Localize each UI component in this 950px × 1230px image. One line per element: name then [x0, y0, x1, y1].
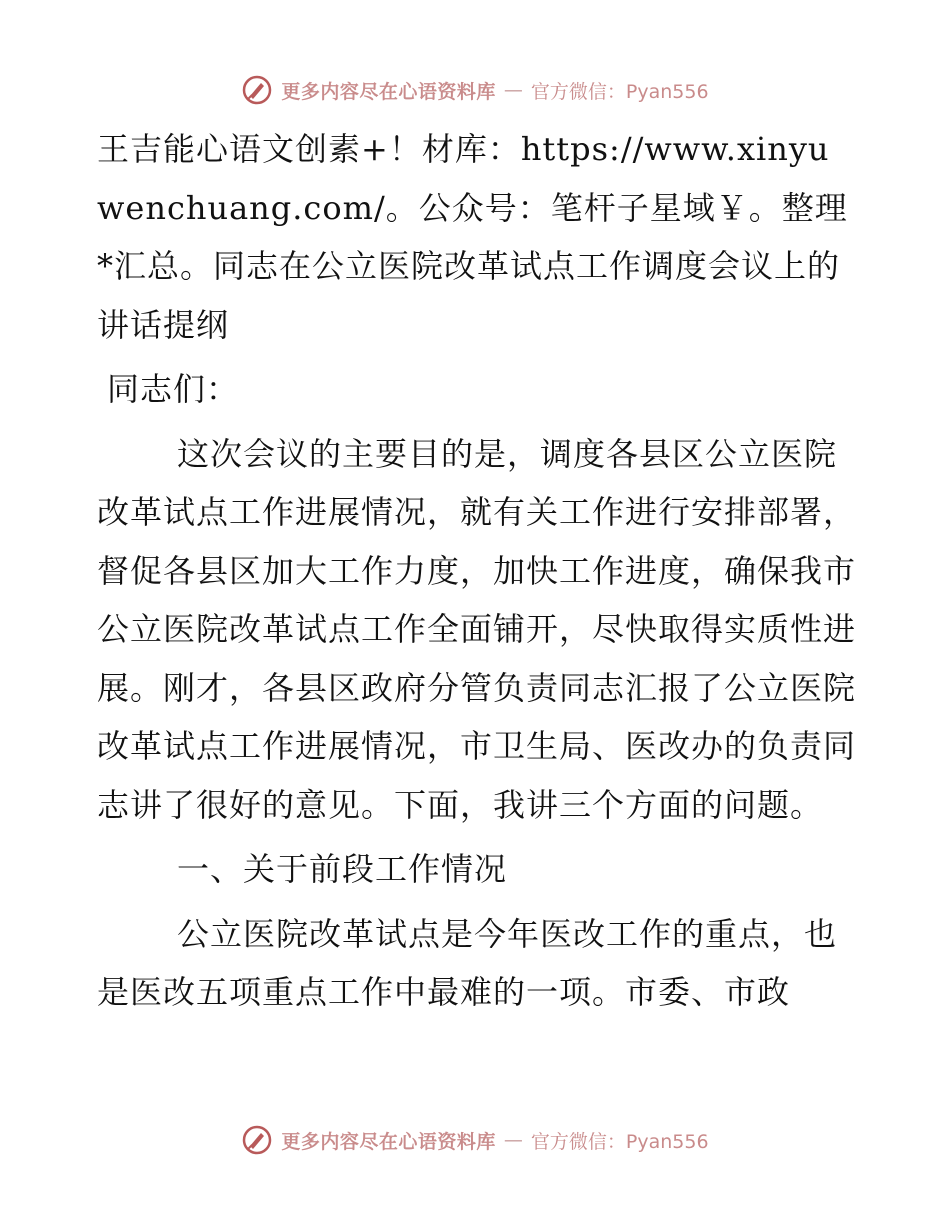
- footer-watermark: [0, 1120, 950, 1160]
- document-body: [97, 120, 857, 1022]
- logo-icon: [241, 74, 273, 106]
- document-title: 王吉能心语文创素+！材库：https://www.xinyuwenchuang.com/。公众号：笔杆子星域￥。整理*汇总。同志在公立医院改革试点工作调度会议上的讲话提纲: [97, 130, 848, 344]
- section-heading: 一、关于前段工作情况: [177, 850, 508, 888]
- paragraph: 公立医院改革试点是今年医改工作的重点，也是医改五项重点工作中最难的一项。市委、市政: [97, 914, 838, 1011]
- watermark-separator: —: [503, 1129, 523, 1151]
- watermark-text: 更多内容尽在心语资料库: [281, 1130, 496, 1153]
- greeting: 同志们：: [107, 370, 240, 408]
- header-watermark: [0, 70, 950, 110]
- watermark-wechat: 官方微信：Pyan556: [530, 80, 709, 103]
- watermark-text: 更多内容尽在心语资料库: [281, 80, 496, 103]
- watermark-wechat: 官方微信：Pyan556: [530, 1130, 709, 1153]
- watermark-separator: —: [503, 79, 523, 101]
- paragraph: 这次会议的主要目的是，调度各县区公立医院改革试点工作进展情况，就有关工作进行安排部署，督促各县区加大工作力度，加快工作进度，确保我市公立医院改革试点工作全面铺开，尽快取得实质性进展。刚才，各县区政府分管负责同志汇报了公立医院改革试点工作进展情况，市卫生局、医改办的负责同志讲了很好的意见。下面，我讲三个方面的问题。: [97, 434, 857, 824]
- logo-icon: [241, 1124, 273, 1156]
